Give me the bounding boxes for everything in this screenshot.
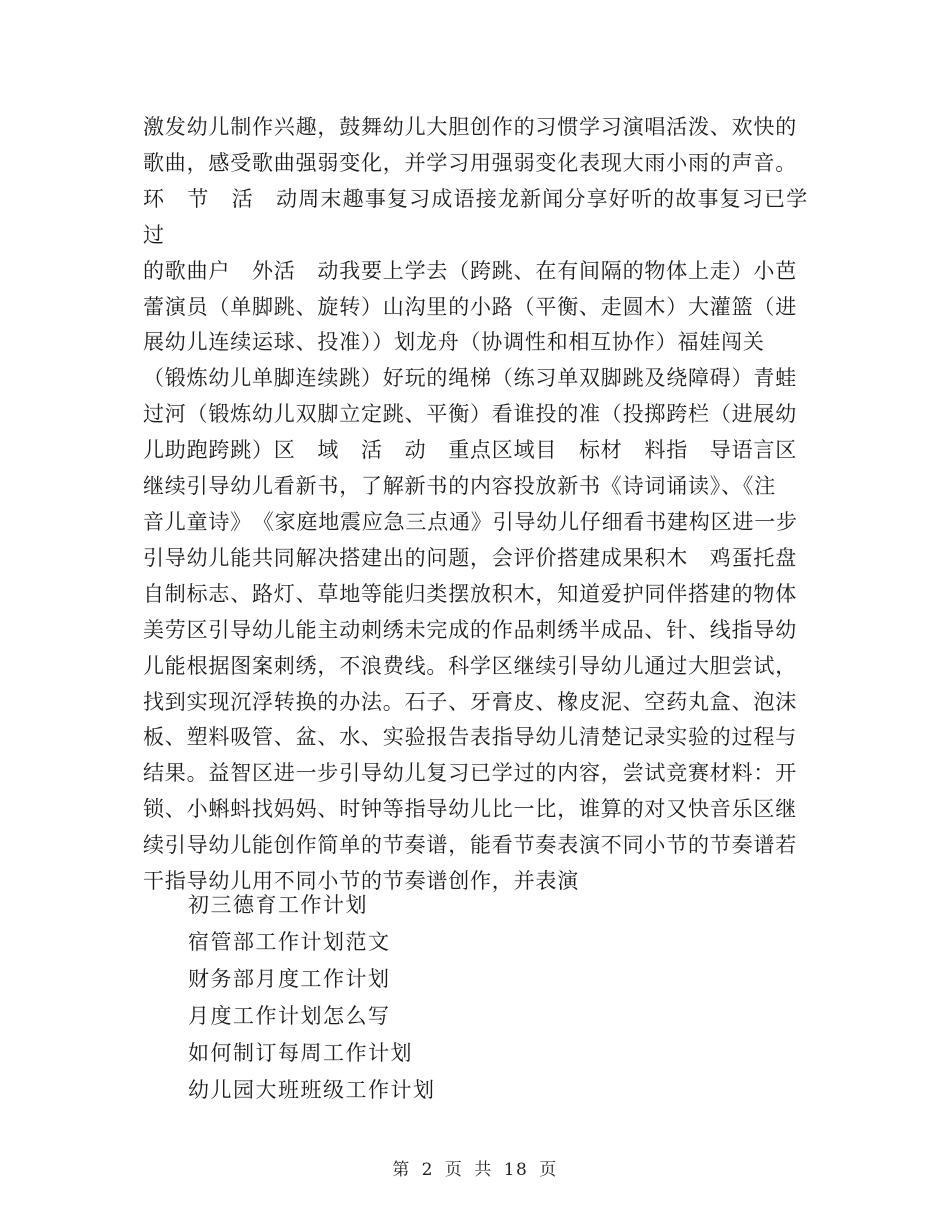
body-line: 找到实现沉浮转换的办法。石子、牙膏皮、橡皮泥、空药丸盒、泡沫 <box>143 689 797 714</box>
related-link-item[interactable]: 如何制订每周工作计划 <box>188 1041 413 1065</box>
body-line: 过河（锻炼幼儿双脚立定跳、平衡）看谁投的准（投掷跨栏（进展幼 <box>143 402 797 427</box>
body-line: 结果。益智区进一步引导幼儿复习已学过的内容，尝试竞赛材料：开 <box>143 761 797 786</box>
related-link-item[interactable]: 初三德育工作计划 <box>188 893 368 917</box>
page-number-footer: 第 2 页 共 18 页 <box>392 1160 558 1180</box>
body-line: 板、塑料吸管、盆、水、实验报告表指导幼儿清楚记录实验的过程与 <box>143 725 797 750</box>
body-line: 展幼儿连续运球、投准））划龙舟（协调性和相互协作）福娃闯关 <box>143 330 765 355</box>
related-link-item[interactable]: 宿管部工作计划范文 <box>188 930 391 954</box>
body-line: 蕾演员（单脚跳、旋转）山沟里的小路（平衡、走圆木）大灌篮（进 <box>143 294 797 319</box>
body-line: 环 节 活 动周末趣事复习成语接龙新闻分享好听的故事复习已学过 <box>143 186 808 247</box>
related-link-item[interactable]: 幼儿园大班班级工作计划 <box>188 1078 436 1102</box>
body-line: 音儿童诗》 《家庭地震应急三点通》引导幼儿仔细看书建构区进一步 <box>143 509 798 534</box>
body-text <box>143 110 808 900</box>
related-link-item[interactable]: 月度工作计划怎么写 <box>188 1004 391 1028</box>
body-line: 干指导幼儿用不同小节的节奏谱创作，并表演 <box>143 869 579 894</box>
related-link-item[interactable]: 财务部月度工作计划 <box>188 967 391 991</box>
body-line: 儿助跑跨跳）区 域 活 动 重点区域目 标材 料指 导语言区 <box>143 438 797 463</box>
body-line: 儿能根据图案刺绣，不浪费线。科学区继续引导幼儿通过大胆尝试， <box>143 653 797 678</box>
body-line: 美劳区引导幼儿能主动刺绣未完成的作品刺绣半成品、针、线指导幼 <box>143 617 797 642</box>
related-links-list <box>188 887 436 1109</box>
body-line: 继续引导幼儿看新书，了解新书的内容投放新书《诗词诵读》、《注 <box>143 474 776 499</box>
body-line: 的歌曲户 外活 动我要上学去（跨跳、在有间隔的物体上走）小芭 <box>143 258 797 283</box>
body-line: 自制标志、路灯、草地等能归类摆放积木，知道爱护同伴搭建的物体 <box>143 581 797 606</box>
body-line: 歌曲，感受歌曲强弱变化，并学习用强弱变化表现大雨小雨的声音。 <box>143 150 797 175</box>
body-line: 激发幼儿制作兴趣，鼓舞幼儿大胆创作的习惯学习演唱活泼、欢快的 <box>143 115 797 139</box>
body-line: 引导幼儿能共同解决搭建出的问题，会评价搭建成果积木 鸡蛋托盘 <box>143 545 797 570</box>
body-line: 锁、小蝌蚪找妈妈、时钟等指导幼儿比一比，谁算的对又快音乐区继 <box>143 797 797 822</box>
body-line: 续引导幼儿能创作简单的节奏谱，能看节奏表演不同小节的节奏谱若 <box>143 833 797 858</box>
body-line: （锻炼幼儿单脚连续跳）好玩的绳梯（练习单双脚跳及绕障碍）青蛙 <box>143 366 797 391</box>
